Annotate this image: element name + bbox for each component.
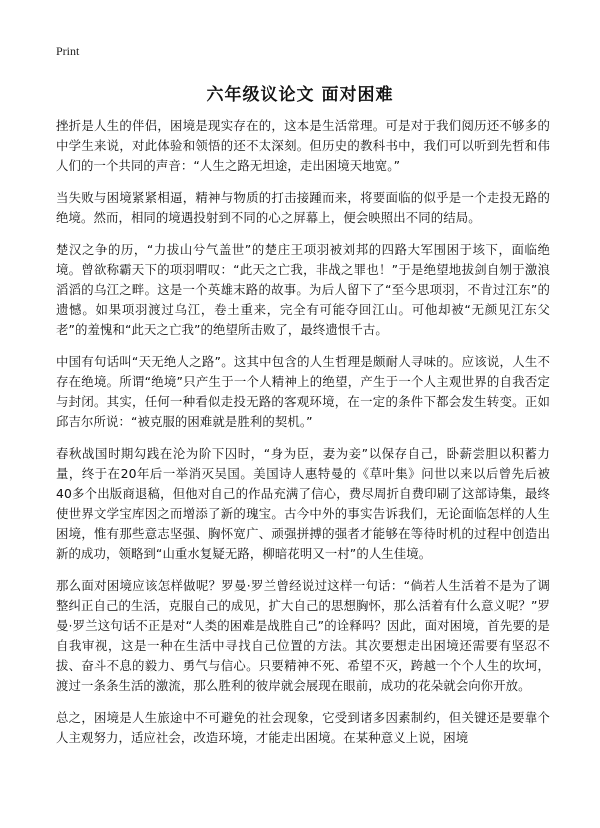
paragraph-3: 楚汉之争的历，“力拔山兮气盖世”的楚庄王项羽被刘邦的四路大军围困于垓下，面临绝境。曾欲称霸天下的项羽喟叹：“此天之亡我，非战之罪也！”于是绝望地拔剑自刎于激浪滔滔的乌江之畔。这是一个英雄末路的故事。为后人留下了“至今思项羽，不肯过江东”的遗憾。如果项羽渡过乌江，卷土重来，完全有可能夺回江山。可他却被“无颜见江东父老”的羞愧和“此天之亡我”的绝望所击败了，最终遗恨千古。	[56, 242, 550, 337]
paragraph-7: 总之，困境是人生旅途中不可避免的社会现象，它受到诸多因素制约，但关键还是要靠个人主观努力，适应社会，改造环境，才能走出困境。在某种意义上说，困境	[56, 710, 550, 745]
print-link[interactable]: Print	[56, 44, 80, 58]
article-title: 六年级议论文 面对困难	[206, 85, 394, 105]
paragraph-4: 中国有句话叫“天无绝人之路”。这其中包含的人生哲理是颇耐人寻味的。应该说，人生不存在绝境。所谓“绝境”只产生于一个人精神上的绝望，产生于一个人主观世界的自我否定与封闭。其实，任何一种看似走投无路的客观环境，在一定的条件下都会发生转变。正如邱吉尔所说：“被克服的困难就是胜利的契机。”	[56, 354, 550, 429]
paragraph-6: 那么面对困境应该怎样做呢？罗曼·罗兰曾经说过这样一句话：“倘若人生活着不是为了调整纠正自己的生活，克服自己的成见，扩大自己的思想胸怀，那么活着有什么意义呢？”罗曼·罗兰这句话不正是对“人类的困难是战胜自己”的诠释吗？因此，面对困境，首先要的是自我审视，这是一种在生活中寻找自己位置的方法。其次要想走出困境还需要有坚忍不拔、奋斗不息的毅力、勇气与信心。只要精神不死、希望不灭，跨越一个个人生的坎坷，渡过一条条生活的激流，那么胜利的彼岸就会展现在眼前，成功的花朵就会向你开放。	[56, 578, 550, 693]
article-body	[56, 116, 550, 760]
paragraph-5: 春秋战国时期勾践在沦为阶下囚时，“身为臣，妻为妾”以保存自己，卧薪尝胆以积蓄力量，终于在20年后一举消灭吴国。美国诗人惠特曼的《草叶集》问世以来以后曾先后被40多个出版商退稿，但他对自己的作品充满了信心，费尽周折自费印刷了这部诗集，最终使世界文学宝库因之而增添了新的瑰宝。古今中外的事实告诉我们，无论面临怎样的人生困境，惟有那些意志坚强、胸怀宽广、顽强拼搏的强者才能够在等待时机的过程中创造出新的成功，领略到“山重水复疑无路，柳暗花明又一村”的人生佳境。	[56, 446, 550, 561]
paragraph-2: 当失败与困境紧紧相逼，精神与物质的打击接踵而来，将要面临的似乎是一个走投无路的绝境。然而，相同的境遇投射到不同的心之屏幕上，便会映照出不同的结局。	[56, 190, 550, 225]
paragraph-1: 挫折是人生的伴侣，困境是现实存在的，这本是生活常理。可是对于我们阅历还不够多的中学生来说，对此体验和领悟的还不太深刻。但历史的教科书中，我们可以听到先哲和伟人们的一个共同的声音：“人生之路无坦途，走出困境天地宽。”	[56, 118, 550, 173]
